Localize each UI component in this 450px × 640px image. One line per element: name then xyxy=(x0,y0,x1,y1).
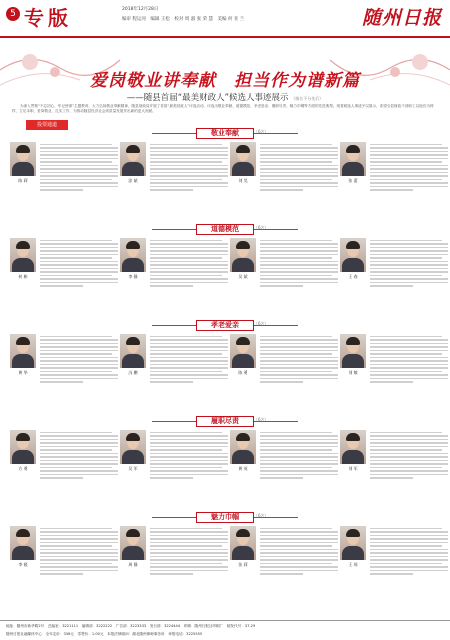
category-banner xyxy=(152,224,298,235)
candidate-name: 王 琼 xyxy=(348,562,358,567)
candidate-photo xyxy=(340,430,366,464)
candidate-photo xyxy=(230,334,256,368)
candidate-name: 方 勇 xyxy=(18,466,28,471)
category-banner xyxy=(152,320,298,331)
footer-imprint xyxy=(0,620,450,640)
category-banner xyxy=(152,512,298,523)
category-count: （6名） xyxy=(254,513,269,518)
candidate-photo xyxy=(340,238,366,272)
candidate-photo xyxy=(230,430,256,464)
category-label: 孝老爱亲 xyxy=(196,320,254,331)
candidate-photo xyxy=(230,526,256,560)
section-title: 专版 xyxy=(24,6,72,30)
candidate-bio-text xyxy=(260,334,338,385)
candidate-photo xyxy=(120,430,146,464)
sub-headline-note: （排名不分先后） xyxy=(291,96,324,101)
category-label: 道德模范 xyxy=(196,224,254,235)
category-count: （6名） xyxy=(254,129,269,134)
category-banner xyxy=(152,128,298,139)
candidate-name: 周 静 xyxy=(128,562,138,567)
candidate-bio-text xyxy=(260,238,338,289)
candidate-bio-text xyxy=(40,238,118,289)
category-label: 履职尽责 xyxy=(196,416,254,427)
candidate-name: 张 蕾 xyxy=(348,178,358,183)
candidate-bio-text xyxy=(260,142,338,193)
candidate-bio-text xyxy=(40,142,118,193)
candidate-bio-text xyxy=(370,238,448,289)
candidate-name: 李 静 xyxy=(128,274,138,279)
candidate-bio-text xyxy=(260,430,338,481)
category-label: 敬业奉献 xyxy=(196,128,254,139)
category-label: 魅力巾帼 xyxy=(196,512,254,523)
candidate-bio-text xyxy=(40,430,118,481)
category-count: （6名） xyxy=(254,225,269,230)
candidate-photo xyxy=(120,238,146,272)
candidate-photo xyxy=(340,526,366,560)
page-number-badge: 5 xyxy=(6,7,20,21)
candidate-photo xyxy=(340,334,366,368)
candidate-bio-text xyxy=(370,526,448,577)
footer-line-1: 地址：随州市新华路2号 总编室：3221111 编辑部：3222222 广告部：3223333 发行部：3224444 印刷：随州日报社印刷厂 邮发代号：37-29 xyxy=(6,624,256,628)
intro-paragraph: 为深入贯彻“不忘初心，牢记使命”主题教育，大力弘扬敬业奉献精神，随县财政局开展了首届“最美财政人”评选活动，评选出敬业奉献、道德模范、孝老爱亲、履职尽责、魅力巾帼等方面的先进典型。现将候选人事迹予以展示，希望全县财政干部职工以他们为榜样，立足本职、爱岗敬业、扎实工作，为推动随县经济社会高质量发展作出新的更大贡献。 xyxy=(12,104,434,114)
candidate-name: 刘 军 xyxy=(348,466,358,471)
footer-line-2: 随州日报社融媒体中心 全年定价：336元 零售价：1.00元 本报法律顾问：湖北随州律师事务所 举报电话：3225555 xyxy=(6,632,203,636)
candidate-photo xyxy=(340,142,366,176)
candidate-name: 吴 斌 xyxy=(238,274,248,279)
candidate-photo xyxy=(10,238,36,272)
candidate-bio-text xyxy=(40,334,118,385)
candidate-bio-text xyxy=(150,238,228,289)
vote-stamp: 投票通道 xyxy=(26,120,68,130)
candidate-name: 陈 勇 xyxy=(238,370,248,375)
category-banner xyxy=(152,416,298,427)
candidate-photo xyxy=(10,430,36,464)
candidate-name: 吴 军 xyxy=(128,466,138,471)
candidate-bio-text xyxy=(370,142,448,193)
candidate-photo xyxy=(10,526,36,560)
candidate-photo xyxy=(120,334,146,368)
candidate-name: 王 春 xyxy=(348,274,358,279)
issue-date: 2018年12月28日 xyxy=(122,7,159,12)
candidate-name: 何 彬 xyxy=(18,274,28,279)
category-count: （6名） xyxy=(254,321,269,326)
candidate-photo xyxy=(230,142,256,176)
candidate-name: 涂 斌 xyxy=(128,178,138,183)
masthead-bar xyxy=(0,0,450,38)
editor-credits: 编审 程运河 编辑 王松 校对 周 淑 张 荣 慧 美编 何 亚 兰 xyxy=(122,17,245,22)
category-count: （6名） xyxy=(254,417,269,422)
candidate-name: 张 莉 xyxy=(238,562,248,567)
candidate-name: 黄 华 xyxy=(18,370,28,375)
candidate-photo xyxy=(230,238,256,272)
candidate-name: 刘 昊 xyxy=(238,178,248,183)
candidate-bio-text xyxy=(370,334,448,385)
main-headline: 爱岗敬业讲奉献 担当作为谱新篇 xyxy=(90,71,360,91)
candidate-bio-text xyxy=(150,334,228,385)
candidate-name: 刘 敏 xyxy=(348,370,358,375)
candidate-bio-text xyxy=(150,142,228,193)
candidate-bio-text xyxy=(150,430,228,481)
candidate-name: 陈 莉 xyxy=(18,178,28,183)
candidate-bio-text xyxy=(370,430,448,481)
newspaper-logo: 随州日报 xyxy=(361,7,442,29)
candidate-name: 冯 鹏 xyxy=(128,370,138,375)
candidate-bio-text xyxy=(40,526,118,577)
sub-headline-text: ——随县首届“最美财政人”候选人事迹展示 xyxy=(126,93,289,103)
candidate-name: 李 媛 xyxy=(18,562,28,567)
candidate-photo xyxy=(10,142,36,176)
candidate-photo xyxy=(120,142,146,176)
candidate-photo xyxy=(10,334,36,368)
candidate-bio-text xyxy=(260,526,338,577)
candidate-photo xyxy=(120,526,146,560)
sub-headline xyxy=(0,91,450,103)
candidate-name: 黄 英 xyxy=(238,466,248,471)
candidate-bio-text xyxy=(150,526,228,577)
